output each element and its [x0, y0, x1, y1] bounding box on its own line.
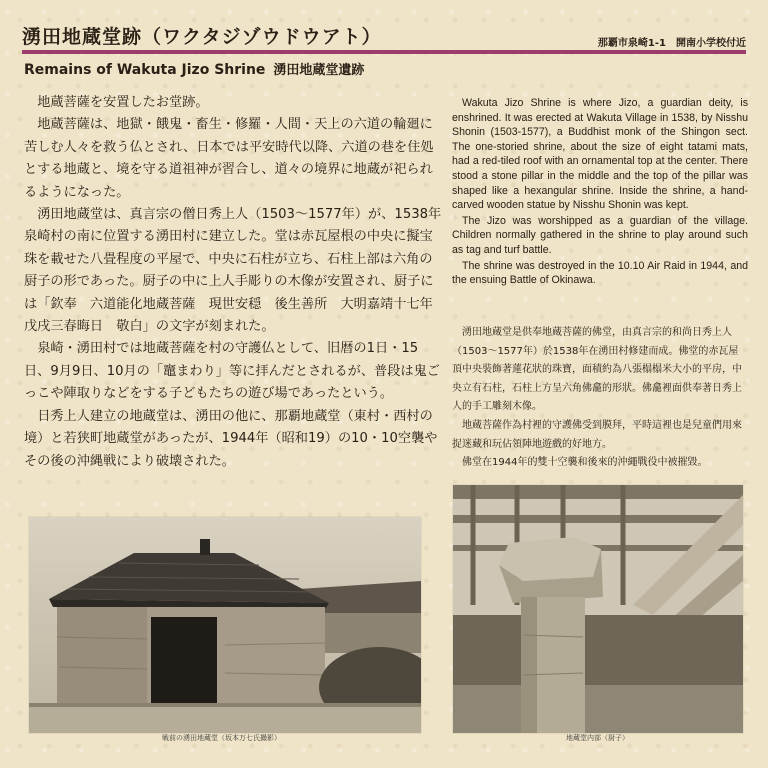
page-title: 湧田地蔵堂跡（ワクタジゾウドウアト） — [22, 26, 382, 48]
zh-paragraph: 佛堂在1944年的雙十空襲和後來的沖繩戰役中被摧毀。 — [462, 457, 708, 469]
en-paragraph: Wakuta Jizo Shrine is where Jizo, a guardian deity, is enshrined. It was erected at Wakuta Village in 1538, by Nisshu Shonin (1503-1577), a Buddhist monk of the Shingon sect. The one-storied shrine, about the size of eight tatami mats, had a red-tiled roof with an ornamental top at the center. There stood a stone pillar in the middle and the top of the pillar was shaped like a hexangular shrine. Inside the shrine, a hand-carved wooden statue by Nisshu Shonin was kept. — [452, 97, 748, 212]
header-divider — [22, 50, 746, 54]
en-paragraph: The Jizo was worshipped as a guardian of the village. Children normally gathered in the shrine to play around such as tag and turf battle. — [452, 214, 748, 256]
jp-paragraph: 日秀上人建立の地蔵堂は、湧田の他に、那覇地蔵堂（東村・西村の境）と若狭町地蔵堂があったが、1944年（昭和19）の10・10空襲やその後の沖縄戦により破壊された。 — [24, 408, 438, 469]
right-photo-caption: 地蔵堂内部（厨子） — [566, 734, 629, 742]
japanese-text — [24, 92, 442, 473]
zh-paragraph: 地蔵菩薩作為村裡的守護佛受到膜拜，平時這裡也是兒童們用來捉迷藏和玩佔領陣地遊戲的好地方。 — [452, 419, 742, 450]
jp-paragraph: 地蔵菩薩を安置したお堂跡。 — [37, 95, 209, 110]
zh-paragraph: 湧田地蔵堂是供奉地蔵菩薩的佛堂，由真言宗的和尚日秀上人（1503〜1577年）於1538年在湧田村修建而成。佛堂的赤瓦屋頂中央裝飾著蓮花狀的珠寶，面積約為八張榻榻米大小的平房，中央立有石柱，石柱上方呈六角佛龕的形狀。佛龕裡面供奉著日秀上人的手工雕刻木像。 — [452, 327, 742, 413]
jp-paragraph: 湧田地蔵堂は、真言宗の僧日秀上人（1503〜1577年）が、1538年泉崎村の南に位置する湧田村に建立した。堂は赤瓦屋根の中央に擬宝珠を載せた八畳程度の平屋で、中央に石柱が立ち、石柱上部は六角の厨子の形であった。厨子の中に上人手彫りの木像が安置され、厨子には「欽奉 六道能化地蔵菩薩 現世安穏 後生善所 大明嘉靖十七年戊戌三春晦日 敬白」の文字が刻まれた。 — [24, 207, 442, 335]
english-subtitle — [24, 59, 364, 78]
en-paragraph: The shrine was destroyed in the 10.10 Air Raid in 1944, and the ensuing Battle of Okinawa. — [452, 259, 748, 287]
subtitle-en: Remains of Wakuta Jizo Shrine — [24, 62, 266, 78]
subtitle-ja: 湧田地蔵堂遺跡 — [273, 63, 365, 78]
shrine-interior-photo — [452, 484, 744, 734]
english-text — [452, 96, 748, 289]
jp-paragraph: 泉崎・湧田村では地蔵菩薩を村の守護仏として、旧暦の1日・15日、9月9日、10月の「竈まわり」等に拝んだとされるが、普段は鬼ごっこや陣取りなどをする子どもたちの遊び場であったという。 — [24, 341, 440, 402]
chinese-text — [452, 324, 748, 473]
jp-paragraph: 地蔵菩薩は、地獄・餓鬼・畜生・修羅・人間・天上の六道の輪廻に苦しむ人々を救う仏とされ、日本では平安時代以降、六道の巷を住処とする地蔵と、境を守る道祖神が習合し、道々の境界に地蔵が祀られるようになった。 — [24, 117, 434, 200]
shrine-exterior-photo — [28, 516, 422, 734]
location-label: 那覇市泉崎1-1 開南小学校付近 — [597, 38, 746, 49]
left-photo-caption: 戦前の湧田地蔵堂（坂本万七氏撮影） — [162, 734, 281, 742]
